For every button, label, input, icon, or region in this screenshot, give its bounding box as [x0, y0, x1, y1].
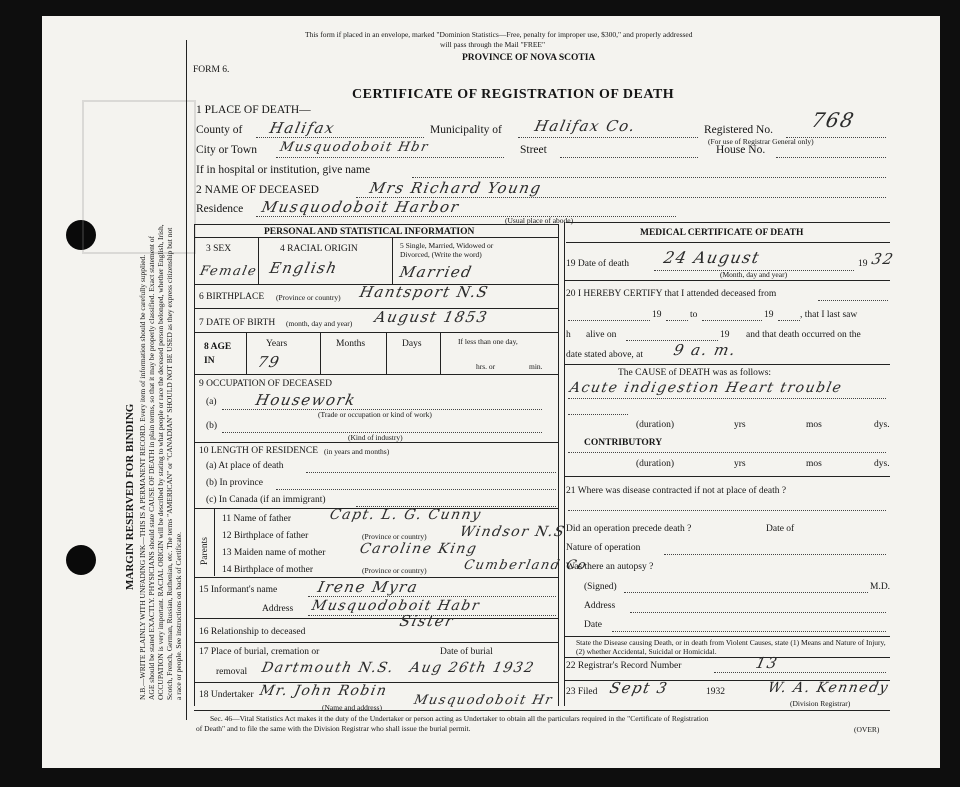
cause-label: The CAUSE of DEATH was as follows:	[618, 368, 772, 378]
date-burial-label: Date of burial	[440, 647, 493, 657]
min-label: min.	[529, 362, 543, 371]
deceased-name-value: Mrs Richard Young	[368, 179, 544, 197]
sec46-line1: Sec. 46—Vital Statistics Act makes it the duty of the Undertaker or person acting as Undertaker to obtain all the particulars required in the "Certificate of Registration	[210, 714, 709, 723]
marital-value: Married	[398, 263, 475, 281]
yrs-1: yrs	[734, 420, 746, 430]
burial-value: Dartmouth N.S.	[260, 660, 396, 676]
undertaker-note: (Name and address)	[322, 703, 382, 712]
registrar-signature: W. A. Kennedy	[766, 680, 891, 696]
res-b: (b) In province	[206, 478, 263, 488]
racial-value: English	[268, 259, 340, 277]
removal-label: removal	[216, 667, 248, 677]
nineteen-2: 19	[764, 310, 774, 320]
birthplace-value: Hantsport N.S	[358, 283, 491, 301]
cause-value: Acute indigestion Heart trouble	[568, 380, 844, 396]
mother-value: Caroline King	[358, 541, 480, 557]
med-date-label: Date	[584, 620, 602, 630]
racial-label: 4 RACIAL ORIGIN	[280, 244, 358, 254]
autopsy-label: Was there an autopsy ?	[566, 562, 654, 572]
med-address-label: Address	[584, 601, 616, 611]
informant-label: 15 Informant's name	[199, 585, 278, 595]
occ-b: (b)	[206, 421, 218, 431]
burial-place-label: 17 Place of burial, cremation or	[199, 647, 320, 657]
mother-label: 13 Maiden name of mother	[222, 548, 326, 558]
med-address-line	[630, 612, 886, 613]
street-label: Street	[520, 144, 547, 156]
municipality-label: Municipality of	[430, 124, 502, 136]
undertaker-address: Musquodoboit Hr	[412, 693, 555, 708]
center-divider	[558, 224, 559, 706]
left-top-rule	[194, 224, 558, 225]
months-label: Months	[336, 339, 366, 349]
res-c: (c) In Canada (if an immigrant)	[206, 495, 326, 505]
nature-line	[664, 554, 886, 555]
last-saw-label: , that I last saw	[800, 310, 858, 320]
duration-2: (duration)	[636, 459, 674, 469]
envelope-note-2: will pass through the Mail "FREE"	[440, 40, 546, 49]
informant-line	[308, 596, 556, 597]
contributory-label: CONTRIBUTORY	[584, 438, 663, 448]
row-rule-9	[194, 642, 558, 643]
res-a: (a) At place of death	[206, 461, 284, 471]
municipality-line	[518, 137, 698, 138]
dob-label: 7 DATE OF BIRTH	[199, 318, 276, 328]
marital-label-1: 5 Single, Married, Widowed or	[400, 241, 494, 250]
dob-value: August 1853	[373, 308, 490, 326]
faint-stamp	[82, 100, 196, 254]
marital-label-2: Divorced, (Write the word)	[400, 250, 482, 259]
margin-rule	[186, 40, 187, 720]
year-prefix: 19	[858, 259, 868, 269]
deceased-name-label: 2 NAME OF DECEASED	[196, 184, 319, 196]
hospital-label: If in hospital or institution, give name	[196, 164, 371, 176]
registrar-line	[714, 672, 886, 673]
relationship-label: 16 Relationship to deceased	[199, 627, 306, 637]
street-line	[560, 157, 698, 158]
center-divider-2	[564, 222, 565, 706]
residence-length-label: 10 LENGTH OF RESIDENCE	[199, 446, 319, 456]
dys-2: dys.	[874, 459, 890, 469]
residence-line	[256, 216, 676, 217]
undertaker-label: 18 Undertaker	[199, 690, 254, 700]
date-of-label: Date of	[766, 524, 795, 534]
margin-instruction-5: a race or people. See instructions on back of Certificate.	[174, 531, 183, 700]
mother-birth-label: 14 Birthplace of mother	[222, 565, 314, 575]
hrs-label: hrs. or	[476, 362, 496, 371]
where-line	[568, 510, 886, 511]
age-col-rule-3	[440, 332, 441, 374]
lessday-label: If less than one day,	[458, 337, 518, 346]
parents-rule	[214, 508, 215, 576]
father-birth-note: (Province or country)	[362, 532, 427, 541]
residence-value: Musquodoboit Harbor	[260, 198, 462, 216]
medical-rule-3	[564, 476, 890, 477]
date-stated-label: date stated above, at	[566, 350, 644, 360]
sex-value: Female	[198, 264, 259, 279]
medical-rule-2	[564, 364, 890, 365]
parents-label: Parents	[200, 537, 210, 565]
sex-label: 3 SEX	[206, 244, 232, 254]
occ-a: (a)	[206, 397, 217, 407]
dys-1: dys.	[874, 420, 890, 430]
operation-label: Did an operation precede death ?	[566, 524, 692, 534]
death-occurred-label: and that death occurred on the	[746, 330, 861, 340]
city-label: City or Town	[196, 144, 257, 156]
alive-label: alive on	[586, 330, 617, 340]
county-line	[256, 137, 424, 138]
death-date-label: 19 Date of death	[566, 259, 630, 269]
certify-line	[818, 300, 888, 301]
sec46-line2: of Death" and to file the same with the Division Registrar who shall issue the burial permit.	[196, 724, 471, 733]
occupation-label: 9 OCCUPATION OF DECEASED	[199, 379, 332, 389]
residence-note: (Usual place of abode)	[505, 216, 574, 225]
res-b-line	[276, 489, 556, 490]
registered-label: Registered No.	[704, 124, 773, 136]
filed-label: 23 Filed	[566, 687, 598, 697]
death-date-value: 24 August	[662, 248, 763, 267]
over-label: (OVER)	[854, 725, 880, 734]
res-a-line	[306, 472, 556, 473]
division-note: (Division Registrar)	[790, 699, 851, 708]
to-label: to	[690, 310, 698, 320]
mother-birth-note: (Province or country)	[362, 566, 427, 575]
where-contracted-label: 21 Where was disease contracted if not at place of death ?	[566, 486, 787, 496]
occ-a-value: Housework	[254, 391, 358, 409]
father-birth-value: Windsor N.S	[458, 524, 567, 540]
year-value: 32	[870, 250, 897, 268]
registrar-label: 22 Registrar's Record Number	[566, 661, 682, 671]
mother-birth-value: Cumberland Co	[462, 558, 589, 573]
from-line-b	[666, 320, 688, 321]
registered-note: (For use of Registrar General only)	[708, 137, 814, 146]
certify-label: 20 I HEREBY CERTIFY that I attended deceased from	[566, 289, 777, 299]
duration-1: (duration)	[636, 420, 674, 430]
medical-heading: MEDICAL CERTIFICATE OF DEATH	[640, 228, 804, 238]
state-note: State the Disease causing Death, or in death from Violent Causes, state (1) Means and Nature of Injury, (2) whether Accidental, Suicidal or Homicidal.	[576, 638, 886, 656]
age-col-rule-0	[246, 332, 247, 374]
signed-line	[624, 592, 868, 593]
house-label: House No.	[716, 144, 766, 156]
cause-line-2	[568, 414, 628, 415]
address-label: Address	[262, 604, 294, 614]
municipality-value: Halifax Co.	[533, 117, 638, 135]
row-rule-8	[194, 618, 558, 619]
registrar-value: 13	[754, 654, 781, 672]
racial-col-rule	[392, 238, 393, 284]
to-line-a	[702, 320, 762, 321]
footer-rule	[194, 710, 890, 711]
age-col-rule-2	[386, 332, 387, 374]
days-label: Days	[402, 339, 422, 349]
personal-heading: PERSONAL AND STATISTICAL INFORMATION	[264, 227, 475, 237]
nineteen-3: 19	[720, 330, 730, 340]
residence-length-note: (in years and months)	[324, 447, 390, 456]
nature-op-label: Nature of operation	[566, 543, 641, 553]
medical-rule-4	[564, 636, 890, 637]
form-number: FORM 6.	[193, 65, 230, 75]
city-line	[276, 157, 504, 158]
certificate-title: CERTIFICATE OF REGISTRATION OF DEATH	[352, 87, 675, 102]
house-line	[776, 157, 886, 158]
years-label: Years	[266, 339, 288, 349]
margin-reserved-label: MARGIN RESERVED FOR BINDING	[124, 403, 136, 590]
informant-value: Irene Myra	[316, 578, 421, 596]
left-border	[194, 224, 195, 706]
mos-1: mos	[806, 420, 822, 430]
address-value: Musquodoboit Habr	[310, 598, 482, 614]
hospital-line	[412, 177, 886, 178]
margin-instruction-1: N.B.—WRITE PLAINLY WITH UNFADING INK—THIS IS A PERMANENT RECORD. Every item of information should be carefully supplied.	[138, 254, 147, 700]
signed-label: (Signed)	[584, 582, 617, 592]
age-col-rule-1	[320, 332, 321, 374]
age-years-value: 79	[256, 353, 283, 371]
age-label: 8 AGE IN	[204, 342, 232, 366]
medical-rule-5	[564, 657, 890, 658]
undertaker-value: Mr. John Robin	[258, 683, 390, 699]
residence-label: Residence	[196, 203, 244, 215]
occ-a-note: (Trade or occupation or kind of work)	[318, 410, 432, 419]
md-label: M.D.	[870, 582, 891, 592]
occ-b-note: (Kind of industry)	[348, 433, 403, 442]
relationship-value: Sister	[398, 612, 456, 630]
father-label: 11 Name of father	[222, 514, 292, 524]
row-rule-3	[194, 332, 558, 333]
margin-instruction-2: AGE should be stated EXACTLY. PHYSICIANS should state CAUSE OF DEATH in plain terms, so that it may be properly classified. Exact statement of	[147, 235, 156, 700]
medical-rule-1	[564, 280, 890, 281]
cause-line-1	[568, 398, 886, 399]
birthplace-label: 6 BIRTHPLACE	[199, 292, 265, 302]
row-rule-5	[194, 442, 558, 443]
binder-hole-bottom	[66, 545, 96, 575]
h-label: h	[566, 330, 571, 340]
father-value: Capt. L. G. Cunny	[328, 507, 484, 523]
from-line-a	[568, 320, 650, 321]
burial-date-value: Aug 26th 1932	[408, 660, 537, 676]
filed-year: 1932	[706, 687, 725, 697]
envelope-note-1: This form if placed in an envelope, marked "Dominion Statistics—Free, penalty for improper use, $300," and properly addressed	[305, 30, 693, 39]
mos-2: mos	[806, 459, 822, 469]
margin-instruction-4: Scotch, French, German, Russian, Ruthenian, etc. The terms "AMERICAN" or "CANADIAN" SHOULD NOT BE USED as they express citizenship but not	[165, 227, 174, 700]
registered-value: 768	[809, 108, 858, 132]
county-value: Halifax	[268, 119, 337, 137]
dob-note: (month, day and year)	[286, 319, 353, 328]
city-value: Musquodoboit Hbr	[278, 140, 431, 155]
row-rule-4	[194, 374, 558, 375]
death-date-note: (Month, day and year)	[720, 270, 788, 279]
sex-col-rule	[258, 238, 259, 284]
right-top-rule	[566, 222, 890, 223]
time-value: 9 a. m.	[672, 341, 739, 359]
nineteen-1: 19	[652, 310, 662, 320]
county-label: County of	[196, 124, 243, 136]
contributory-line	[568, 452, 886, 453]
margin-instruction-3: OCCUPATION is very important. RACIAL ORIGIN will be described by stating to what people or race the deceased person belonged, whether English, Irish,	[156, 224, 165, 700]
father-birth-label: 12 Birthplace of father	[222, 531, 309, 541]
to-line-b	[778, 320, 800, 321]
filed-value: Sept 3	[608, 679, 671, 697]
yrs-2: yrs	[734, 459, 746, 469]
place-of-death-heading: 1 PLACE OF DEATH—	[196, 104, 311, 116]
province-heading: PROVINCE OF NOVA SCOTIA	[462, 53, 596, 63]
medical-heading-rule	[566, 242, 890, 243]
birthplace-note: (Province or country)	[276, 293, 341, 302]
med-date-line	[612, 631, 886, 632]
